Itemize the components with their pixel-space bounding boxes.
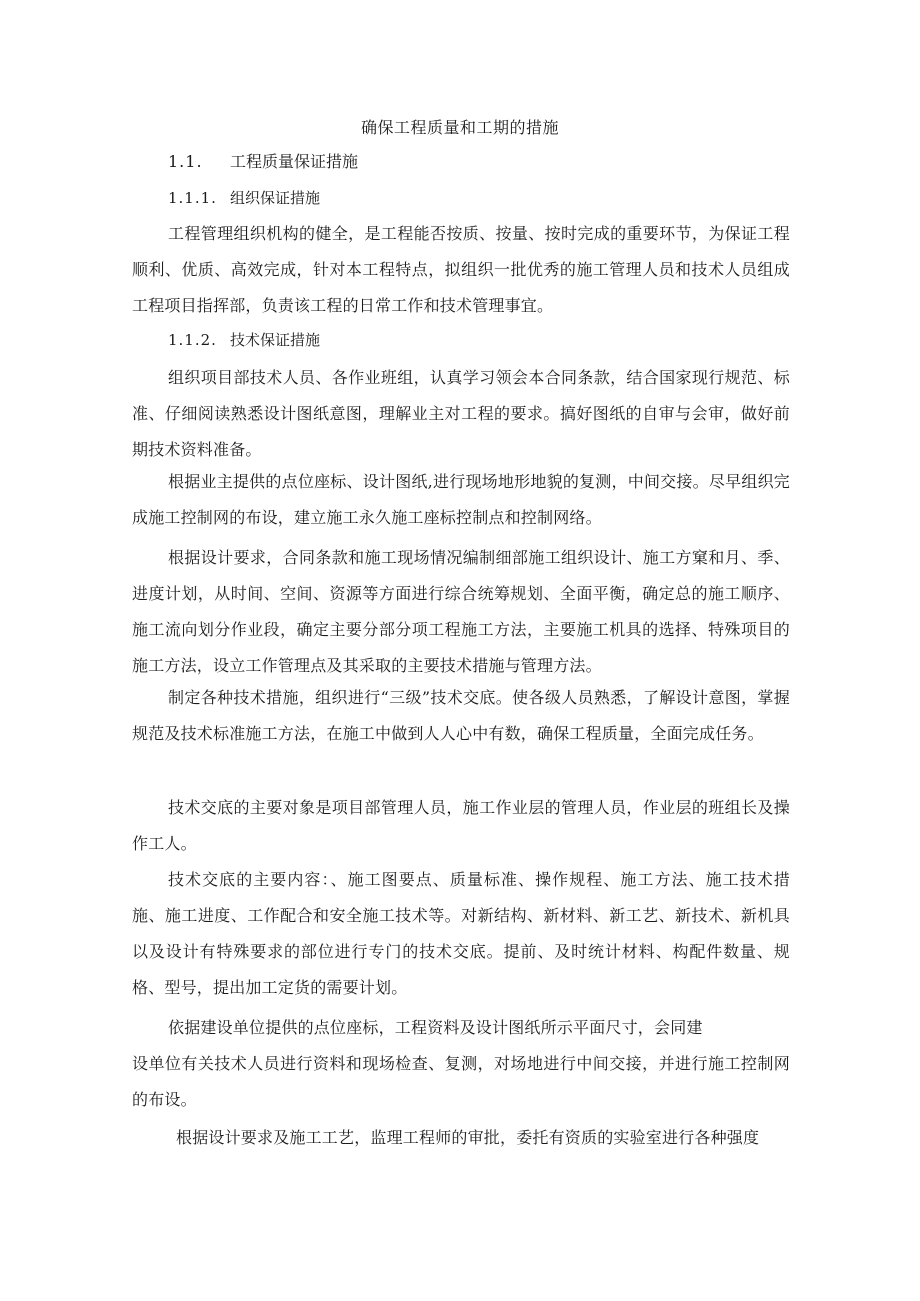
paragraph-construction-plan: 根据设计要求，合同条款和施工现场情况编制细部施工组织设计、施工方窠和月、季、进度计划，从时间、空间、资源等方面进行综合统筹规划、全面平衡，确定总的施工顺序、施工流向划分作业段，确定主要分部分项工程施工方法，主要施工机具的选择、特殊项目的施工方法，设立工作管理点及其采取的主要技术措施与管理方法。 bbox=[132, 548, 790, 675]
paragraph-control-network-line-1: 依据建设单位提供的点位座标，工程资料及设计图纸所示平面尺寸，会同建 bbox=[168, 1018, 703, 1037]
paragraph-survey-handover: 根据业主提供的点位座标、设计图纸,进行现场地形地貌的复测，中间交接。尽早组织完成施工控制网的布设，建立施工永久施工座标控制点和控制网络。 bbox=[132, 472, 790, 527]
section-heading bbox=[168, 150, 358, 174]
paragraph-study-contract: 组织项目部技术人员、各作业班组，认真学习领会本合同条款，结合国家现行规范、标准、仔细阅读熟悉设计图纸意图，理解业主对工程的要求。搞好图纸的自审与会审，做好前期技术资料准备。 bbox=[132, 368, 790, 459]
subsection-heading-organization bbox=[168, 186, 320, 210]
subsection-title: 技术保证措施 bbox=[230, 331, 321, 349]
paragraph-briefing-content: 技术交底的主要内容：、施工图要点、质量标准、操作规程、施工方法、施工技术措施、施工进度、工作配合和安全施工技术等。对新结构、新材料、新工艺、新技术、新机具以及设计有特殊要求的部位进行专门的技术交底。提前、及时统计材料、构配件数量、规格、型号，提出加工定货的需要计划。 bbox=[132, 870, 790, 997]
paragraph-three-level-briefing: 制定各种技术措施，组织进行“三级”技术交底。使各级人员熟悉，了解设计意图，掌握规范及技术标准施工方法，在施工中做到人人心中有数，确保工程质量，全面完成任务。 bbox=[132, 688, 790, 743]
subsection-heading-technical bbox=[168, 328, 320, 352]
document-title: 确保工程质量和工期的措施 bbox=[360, 118, 559, 137]
paragraph-lab-testing: 根据设计要求及施工工艺，监理工程师的审批，委托有资质的实验室进行各种强度 bbox=[176, 1128, 760, 1147]
paragraph-control-network-line-2: 设单位有关技术人员进行资料和现场检查、复测，对场地进行中间交接，并进行施工控制网的布设。 bbox=[132, 1054, 790, 1109]
section-title: 工程质量保证措施 bbox=[230, 152, 359, 171]
subsection-number: 1.1.1. bbox=[168, 189, 217, 207]
subsection-title: 组织保证措施 bbox=[230, 189, 321, 207]
paragraph-briefing-audience: 技术交底的主要对象是项目部管理人员，施工作业层的管理人员，作业层的班组长及操作工人。 bbox=[132, 798, 790, 853]
section-number: 1.1. bbox=[168, 152, 203, 171]
paragraph-organization: 工程管理组织机构的健全，是工程能否按质、按量、按时完成的重要环节，为保证工程顺利、优质、高效完成，针对本工程特点，拟组织一批优秀的施工管理人员和技术人员组成工程项目指挥部，负责该工程的日常工作和技术管理事宜。 bbox=[132, 224, 790, 315]
subsection-number: 1.1.2. bbox=[168, 331, 217, 349]
